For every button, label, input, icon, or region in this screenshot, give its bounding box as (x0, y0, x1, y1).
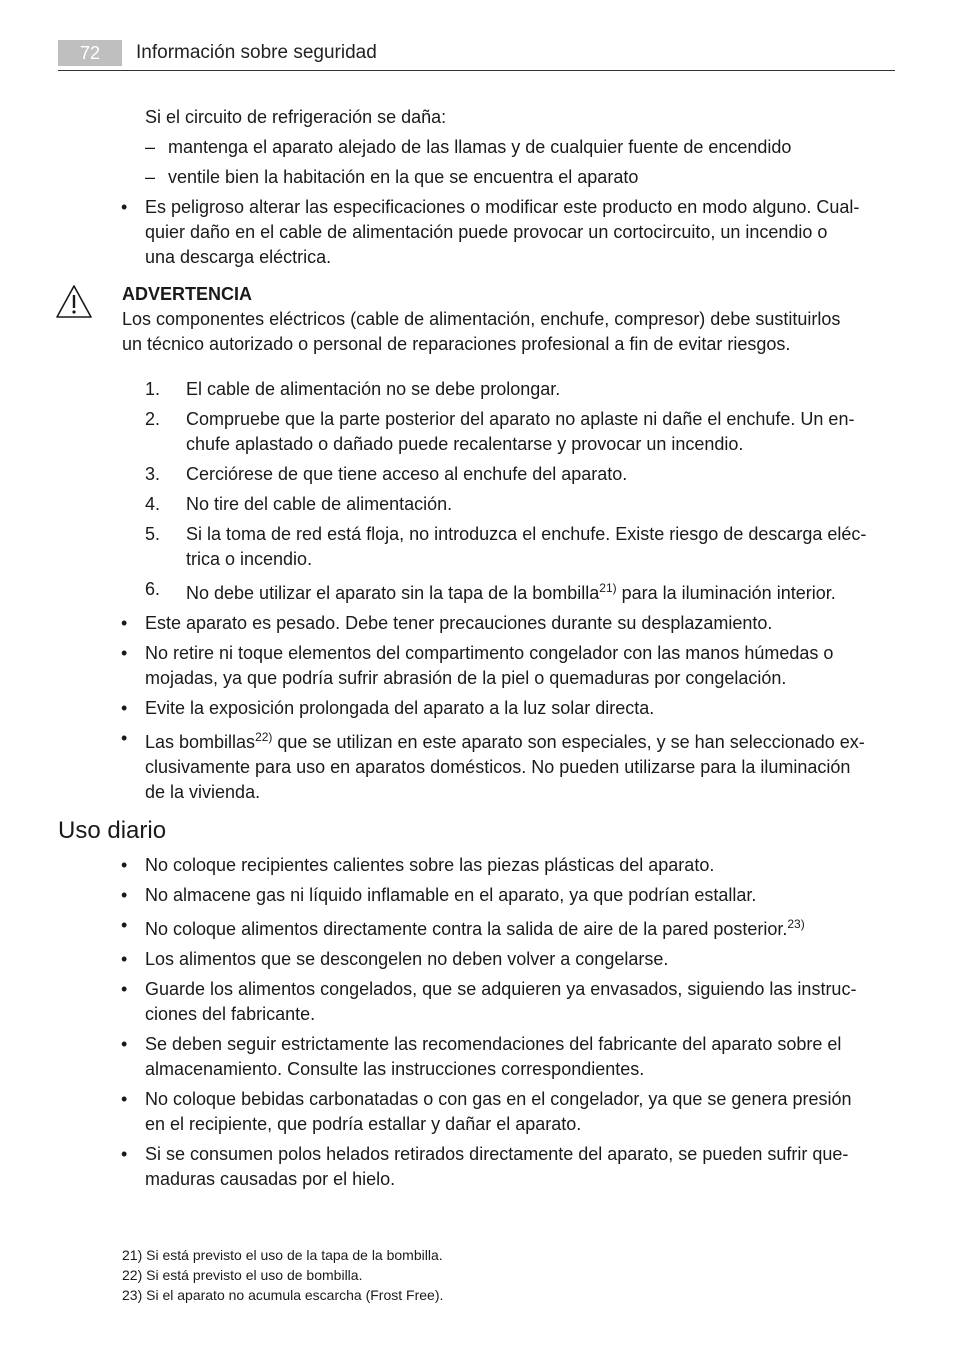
numbered-item: El cable de alimentación no se debe prolongar. (186, 379, 561, 399)
bullet-glyph: • (121, 949, 128, 969)
numbered-item: chufe aplastado o dañado puede recalentarse y provocar un incendio. (186, 434, 744, 454)
bullet-line: Este aparato es pesado. Debe tener precauciones durante su desplazamiento. (145, 613, 773, 633)
numbered-item: Compruebe que la parte posterior del aparato no aplaste ni dañe el enchufe. Un en- (186, 409, 855, 429)
list-number: 5. (145, 524, 161, 544)
numbered-item: trica o incendio. (186, 549, 313, 569)
bullet-glyph: • (121, 1144, 128, 1164)
bullet-text: Las bombillas (145, 732, 256, 752)
bullet-glyph: • (121, 885, 128, 905)
numbered-item (186, 581, 836, 606)
list-number: 3. (145, 464, 161, 484)
footnote: 22) Si está previsto el uso de bombilla. (122, 1267, 363, 1283)
bullet-glyph: • (121, 643, 128, 663)
bullet-glyph: • (121, 197, 128, 217)
numbered-item: No tire del cable de alimentación. (186, 494, 453, 514)
bullet-glyph: • (121, 728, 128, 748)
bullet-glyph: • (121, 855, 128, 875)
numbered-item: Cerciórese de que tiene acceso al enchufe del aparato. (186, 464, 628, 484)
dash-glyph: – (145, 167, 156, 187)
bullet-line: Evite la exposición prolongada del aparato a la luz solar directa. (145, 698, 655, 718)
warning-title: ADVERTENCIA (122, 284, 253, 304)
bullet-line: Guarde los alimentos congelados, que se adquieren ya envasados, siguiendo las instruc- (145, 979, 857, 999)
bullet-line: Si se consumen polos helados retirados directamente del aparato, se pueden sufrir que- (145, 1144, 849, 1164)
bullet-line: almacenamiento. Consulte las instrucciones correspondientes. (145, 1059, 645, 1079)
warning-triangle-icon (55, 284, 93, 320)
bullet-line: Es peligroso alterar las especificaciones o modificar este producto en modo alguno. Cual- (145, 197, 860, 217)
bullet-line: ciones del fabricante. (145, 1004, 316, 1024)
warning-line: Los componentes eléctricos (cable de alimentación, enchufe, compresor) debe sustituirlos (122, 309, 841, 329)
list-number: 4. (145, 494, 161, 514)
bullet-line: una descarga eléctrica. (145, 247, 332, 267)
bullet-line: No coloque bebidas carbonatadas o con gas en el congelador, ya que se genera presión (145, 1089, 852, 1109)
footnote-ref: 21) (599, 581, 617, 595)
bullet-glyph: • (121, 979, 128, 999)
bullet-glyph: • (121, 698, 128, 718)
footnote: 23) Si el aparato no acumula escarcha (Frost Free). (122, 1287, 444, 1303)
dash-glyph: – (145, 137, 156, 157)
bullet-line: No retire ni toque elementos del compartimento congelador con las manos húmedas o (145, 643, 834, 663)
bullet-line: clusivamente para uso en aparatos domésticos. No pueden utilizarse para la iluminación (145, 757, 851, 777)
bullet-line: No coloque recipientes calientes sobre las piezas plásticas del aparato. (145, 855, 715, 875)
list-number: 2. (145, 409, 161, 429)
list-number: 6. (145, 579, 161, 599)
section-heading: Uso diario (58, 817, 167, 844)
bullet-line: de la vivienda. (145, 782, 261, 802)
bullet-line: Se deben seguir estrictamente las recomendaciones del fabricante del aparato sobre el (145, 1034, 842, 1054)
header-rule (58, 70, 895, 71)
bullet-line: mojadas, ya que podría sufrir abrasión de la piel o quemaduras por congelación. (145, 668, 787, 688)
bullet-line: Los alimentos que se descongelen no deben volver a congelarse. (145, 949, 669, 969)
bullet-glyph: • (121, 613, 128, 633)
bullet-glyph: • (121, 1034, 128, 1054)
bullet-text: No coloque alimentos directamente contra la salida de aire de la pared posterior. (145, 919, 788, 939)
refrigeration-intro: Si el circuito de refrigeración se daña: (145, 107, 447, 127)
bullet-line (145, 917, 805, 942)
numbered-item: Si la toma de red está floja, no introduzca el enchufe. Existe riesgo de descarga eléc- (186, 524, 867, 544)
bullet-glyph: • (121, 1089, 128, 1109)
numbered-item-text: No debe utilizar el aparato sin la tapa de la bombilla (186, 583, 600, 603)
bullet-line (145, 730, 865, 755)
bullet-line: No almacene gas ni líquido inflamable en el aparato, ya que podrían estallar. (145, 885, 757, 905)
bullet-glyph: • (121, 915, 128, 935)
footnote: 21) Si está previsto el uso de la tapa de la bombilla. (122, 1247, 443, 1263)
bullet-line: en el recipiente, que podría estallar y dañar el aparato. (145, 1114, 582, 1134)
dash-item: ventile bien la habitación en la que se encuentra el aparato (168, 167, 639, 187)
page-number: 72 (58, 40, 122, 66)
footnote-ref: 22) (255, 730, 273, 744)
bullet-text: que se utilizan en este aparato son especiales, y se han seleccionado ex- (272, 732, 865, 752)
list-number: 1. (145, 379, 161, 399)
header-title: Información sobre seguridad (136, 42, 377, 63)
bullet-line: quier daño en el cable de alimentación puede provocar un cortocircuito, un incendio o (145, 222, 828, 242)
numbered-item-text: para la iluminación interior. (616, 583, 836, 603)
warning-line: un técnico autorizado o personal de reparaciones profesional a fin de evitar riesgos. (122, 334, 791, 354)
footnote-ref: 23) (787, 917, 805, 931)
bullet-line: maduras causadas por el hielo. (145, 1169, 396, 1189)
dash-item: mantenga el aparato alejado de las llamas y de cualquier fuente de encendido (168, 137, 792, 157)
